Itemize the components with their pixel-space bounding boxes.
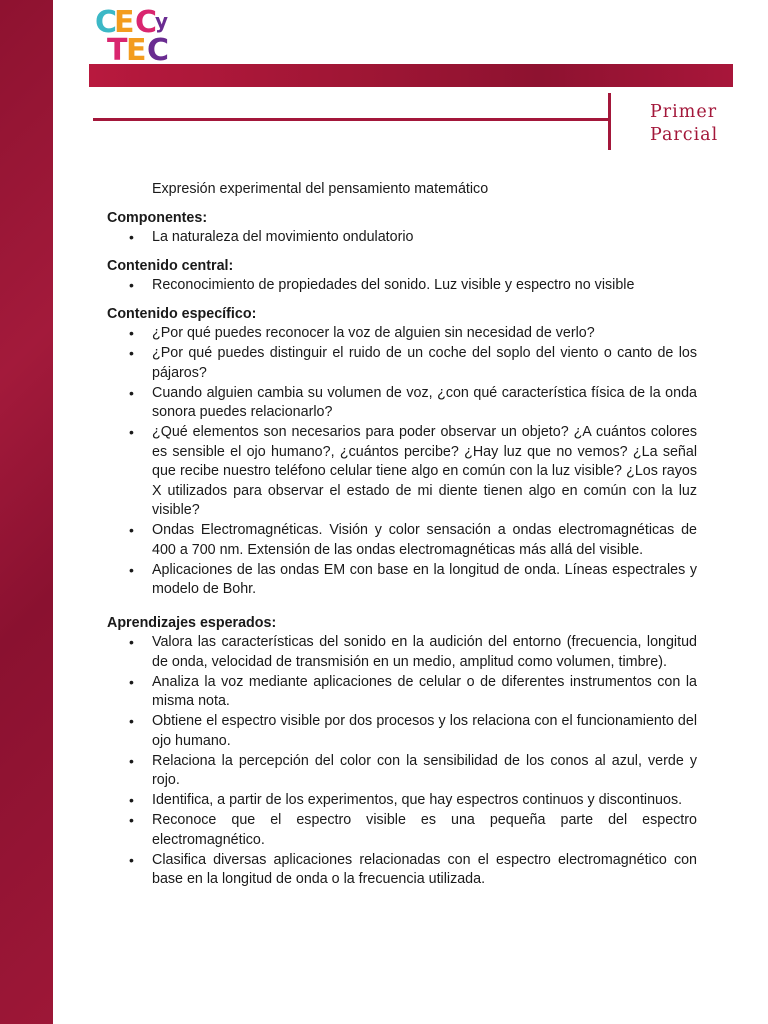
- bullet-list: [107, 276, 697, 296]
- bullet-list: [107, 633, 697, 890]
- svg-text:C: C: [95, 5, 118, 40]
- section-heading: Contenido central:: [107, 257, 234, 274]
- bullet-list: [107, 324, 697, 600]
- list-item: • Reconocimiento de propiedades del sonido. Luz visible y espectro no visible: [107, 276, 697, 296]
- list-item: • Analiza la voz mediante aplicaciones de celular o de diferentes instrumentos con la misma nota.: [107, 673, 697, 712]
- section-heading: Aprendizajes esperados:: [107, 614, 277, 631]
- svg-text:C: C: [147, 33, 170, 62]
- list-item: • La naturaleza del movimiento ondulatorio: [107, 228, 697, 248]
- list-item: • Valora las características del sonido en la audición del entorno (frecuencia, longitud de onda, velocidad de transmisión en un medio, amplitud como volumen, timbre).: [107, 633, 697, 672]
- list-item: • ¿Qué elementos son necesarios para poder observar un objeto? ¿A cuántos colores es sensible el ojo humano?, ¿cuántos percibe? ¿Hay luz que no vemos? ¿La señal que recibe nuestro teléfono celular tiene algo en común con la luz visible? ¿Los rayos X utilizados para observar el estado de mi diente tienen algo en común con la luz visible?: [107, 423, 697, 521]
- list-item: • Ondas Electromagnéticas. Visión y color sensación a ondas electromagnéticas de 400 a 700 nm. Extensión de las ondas electromagnéticas más allá del visible.: [107, 521, 697, 560]
- section-heading: Contenido específico:: [107, 305, 257, 322]
- list-item: • Clasifica diversas aplicaciones relacionadas con el espectro electromagnético con base en la longitud de onda o la frecuencia utilizada.: [107, 851, 697, 890]
- list-item: • Identifica, a partir de los experimentos, que hay espectros continuos y discontinuos.: [107, 791, 697, 811]
- partial-title: [650, 101, 718, 147]
- bullet-list: [107, 228, 697, 248]
- section-componentes: [107, 209, 697, 248]
- section-contenido-central: [107, 257, 697, 296]
- svg-text:y: y: [155, 9, 169, 33]
- subject-title: Expresión experimental del pensamiento matemático: [152, 181, 489, 197]
- list-item: • Aplicaciones de las ondas EM con base en la longitud de onda. Líneas espectrales y modelo de Bohr.: [107, 561, 697, 600]
- side-decorative-band: [0, 0, 53, 1024]
- section-aprendizajes-esperados: [107, 614, 697, 890]
- list-item: • Reconoce que el espectro visible es una pequeña parte del espectro electromagnético.: [107, 811, 697, 850]
- list-item: • ¿Por qué puedes reconocer la voz de alguien sin necesidad de verlo?: [107, 324, 697, 344]
- document-body: [107, 180, 697, 899]
- svg-text:C: C: [135, 5, 158, 40]
- header-divider-vertical: [608, 93, 611, 150]
- list-item: • Relaciona la percepción del color con la sensibilidad de los conos al azul, verde y rojo.: [107, 752, 697, 791]
- svg-text:E: E: [114, 5, 135, 40]
- header-divider-horizontal: [93, 118, 611, 121]
- svg-text:E: E: [126, 33, 147, 62]
- header-band: [89, 64, 733, 87]
- svg-text:T: T: [107, 33, 128, 62]
- list-item: • Cuando alguien cambia su volumen de voz, ¿con qué característica física de la onda sonora puedes relacionarlo?: [107, 384, 697, 423]
- list-item: • Obtiene el espectro visible por dos procesos y los relaciona con el funcionamiento del ojo humano.: [107, 712, 697, 751]
- partial-title-line2: Parcial: [650, 125, 719, 145]
- list-item: • ¿Por qué puedes distinguir el ruido de un coche del soplo del viento o canto de los pájaros?: [107, 344, 697, 383]
- section-contenido-especifico: [107, 305, 697, 600]
- partial-title-line1: Primer: [650, 102, 718, 122]
- cecytec-logo: [95, 4, 175, 62]
- section-heading: Componentes:: [107, 209, 208, 226]
